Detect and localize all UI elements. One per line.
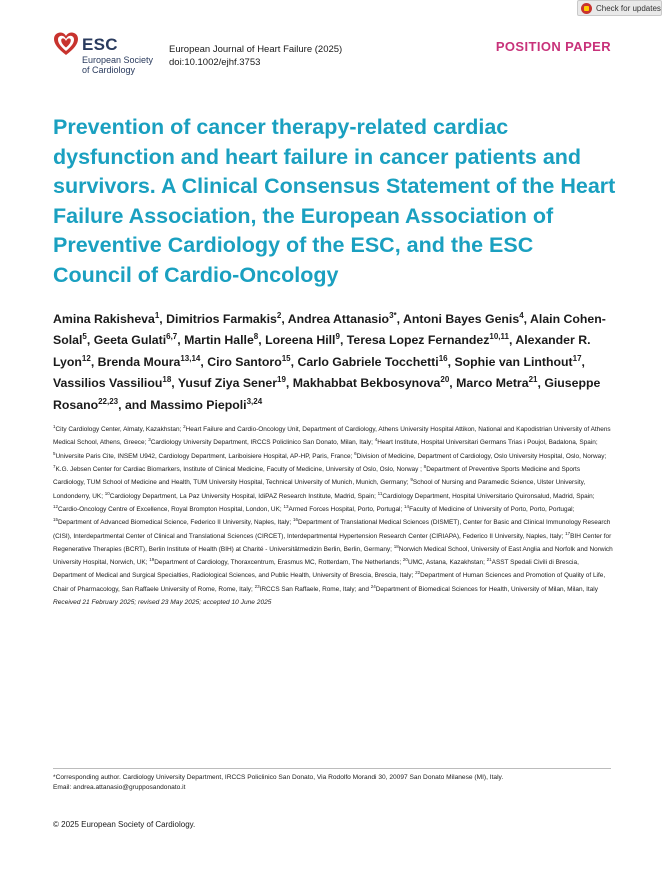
author-affiliation-sup: 10,11 [489,332,509,342]
author [150,398,262,412]
author [288,312,397,326]
affiliation [354,450,607,460]
author [166,312,281,326]
journal-info [169,43,342,69]
author-affiliation-sup: 16 [438,353,448,363]
author [178,376,286,390]
check-for-updates-label: Check for updates [596,3,661,13]
author-list: Amina Rakisheva$^1$, Dimitrios Farmakis$^2$, Andrea Attanasio$^{3*}$, Antoni Bayes Genis$^4$, Alain Cohen-Solal$^5$, Geeta Gulati$^{6,7}$, Martin Halle$^8$, Loreena Hill$^9$, Teresa Lopez Fernandez$^{10,11}$, Alexander R. Lyon$^{12}$, Brenda Moura$^{13,14}$, Ciro Santoro$^{15}$, Carlo Gabriele Tocchetti$^{16}$, Sophie van Linthout$^{17}$, Vassilios Vassiliou$^{18}$, Yusuf Ziya Sener$^{19}$, Makhabbat Bekbosynova$^{20}$, Marco Metra$^{21}$, Giuseppe Rosano$^{22,23}$, and Massimo Piepoli$^{3,24}$ [53,311,606,412]
author [207,355,290,369]
author [403,312,524,326]
footnote-divider [53,768,611,769]
received-dates: Received 21 February 2025; revised 23 May 2025; accepted 10 June 2025 [53,599,272,606]
author-affiliation-sup: 3* [389,311,397,320]
affiliation-text: UMC, Astana, Kazakhstan; [407,559,487,567]
affiliation-text: Norwich Medical School, University of East Anglia and Norfolk and Norwich University Hospital, Norwich, UK; [53,545,613,567]
check-for-updates-button[interactable] [577,0,662,16]
author-affiliation-sup: 15 [281,353,291,363]
author [347,333,509,347]
corresponding-email[interactable]: Email: andrea.attanasio@grupposandonato.it [53,784,186,791]
author-name: Alexander R. Lyon [53,333,591,369]
journal-doi[interactable]: doi:10.1002/ejhf.3753 [169,57,261,68]
author-affiliation-sup: 3,24 [246,396,263,406]
affiliation-text: Armed Forces Hospital, Porto, Portugal; [288,505,405,513]
affiliation-number: 18 [393,543,399,549]
affiliation [370,583,598,593]
affiliation-text: City Cardiology Center, Almaty, Kazakhstan; [55,426,184,434]
affiliation-text: Department of Biomedical Sciences for Health, University of Milan, Milan, Italy [375,585,598,593]
author-affiliation-sup: 6,7 [166,332,178,342]
author-affiliation-sup: 1 [154,311,160,320]
affiliation-number: 15 [53,517,59,523]
affiliation-number: 3 [148,437,151,443]
logo-subtitle [82,55,172,75]
affiliation [53,463,424,474]
author-affiliation-sup: 20 [440,375,450,385]
author-name: Makhabbat Bekbosynova [292,376,441,391]
author-name: Carlo Gabriele Tocchetti [297,354,439,369]
author-name: Vassilios Vassiliou [53,376,163,391]
author-affiliation-sup: 13,14 [180,353,201,363]
affiliation [402,556,487,567]
affiliation-number: 11 [377,490,383,496]
affiliation-text: Division of Medicine, Department of Cardiology, Oslo University Hospital, Oslo, Norway; [356,452,607,460]
affiliation-text: Heart Failure and Cardio-Oncology Unit, Department of Cardiology, Athens University Hospital Attikon, National and Kapodistrian University of Athens Medical School, Athens, Greece; [53,426,611,447]
affiliation-number: 16 [292,517,298,523]
author-affiliation-sup: 18 [162,375,172,385]
author [454,355,581,369]
affiliation-number: 22 [415,570,421,576]
article-title: Prevention of cancer therapy-related cardiac dysfunction and heart failure in cancer patients and survivors. A Clinical Consensus Statement of the Heart Failure Association, the European Association of Preventive Cardiology of the ESC, and the ESC Council of Cardio-Oncology [53,115,616,287]
author-name: Andrea Attanasio [287,312,390,327]
affiliation [53,426,183,433]
esc-logo [52,30,162,76]
affiliation-number: 7 [53,463,56,469]
author-affiliation-sup: 4 [519,311,524,320]
affiliation-number: 12 [53,503,59,509]
corresponding-author: *Corresponding author. Cardiology University Department, IRCCS Policlinico San Donato, Via Rodolfo Morandi 30, 20097 San Donato Milanese (MI), Italy. [53,774,504,781]
author-name: Giuseppe Rosano [53,376,601,412]
author-affiliation-sup: 17 [572,353,582,363]
author-name: Brenda Moura [97,354,181,369]
author-name: Sophie van Linthout [454,354,573,369]
author [53,376,171,390]
affiliation-number: 1 [53,424,56,429]
author-affiliation-sup: 22,23 [98,396,119,406]
affiliation-text: School of Nursing and Paramedic Science, Ulster University, Londonderry, UK; [53,479,586,500]
affiliation [53,519,293,526]
author-affiliation-sup: 12 [81,353,91,363]
affiliation-text: Department of Advanced Biomedical Science, Federico II University, Naples, Italy; [58,519,293,527]
affiliation [377,490,595,500]
affiliation [149,556,403,567]
logo-subtitle-line2: of Cardiology [82,65,136,75]
affiliation [53,450,355,460]
logo-subtitle-line1: European Society [82,55,154,65]
author-name: Amina Rakisheva [53,312,155,327]
author [265,333,340,347]
author [94,333,178,347]
author [297,355,447,369]
author-affiliation-sup: 8 [253,332,259,342]
copyright-notice: © 2025 European Society of Cardiology. [53,820,196,829]
affiliation-number: 17 [565,530,571,536]
affiliation-number: 13 [283,503,289,509]
affiliation-text: BIH Center for Regenerative Therapies (BCRT), Berlin Institute of Health (BIH) at Charité - Universitätmedizin Berlin, Berlin, Germany; [53,532,612,553]
affiliation-text: Cardio-Oncology Centre of Excellence, Royal Brompton Hospital, London, UK; [58,505,284,513]
correspondence-block [53,773,613,793]
author [456,376,537,390]
author-name: Ciro Santoro [207,354,282,369]
affiliation-number: 6 [354,450,357,456]
affiliation-number: 5 [53,450,56,456]
article-type: POSITION PAPER [495,39,611,54]
affiliation-text: Department of Human Sciences and Promotion of Quality of Life, Chair of Pharmacology, San Raffaele University of Rome, Rome, Italy; [53,572,606,593]
affiliation-text: Department of Translational Medical Sciences (DISMET), Center for Basic and Clinical Immunology Research (CISI), Interdepartmental Center of Clinical and Translational Sciences (CIRCET), Interdepartmental Hypertension Research Center (CIRIAPA), Federico II University, Naples, Italy; [53,519,611,540]
author [53,312,159,326]
author-affiliation-sup: 21 [528,375,538,385]
check-updates-icon [581,3,592,14]
author-name: Yusuf Ziya Sener [177,376,278,391]
affiliation [254,583,371,593]
affiliation-number: 10 [104,490,110,496]
author-name: Geeta Gulati [93,333,167,348]
affiliation-text: IRCCS San Raffaele, Rome, Italy; and [259,585,371,593]
affiliation [404,503,575,513]
author-name: Alain Cohen-Solal [53,312,606,348]
affiliation-text: Universite Paris Cite, INSEM U942, Cardiology Department, Lariboisiere Hospital, AP-HP, Paris, France; [55,452,355,460]
affiliation-text: Faculty of Medicine of University of Porto, Porto, Portugal; [409,505,575,513]
author [293,376,450,390]
esc-heart-icon [52,30,80,58]
author-name: Martin Halle [184,333,254,348]
affiliation-number: 9 [410,477,413,483]
author-name: Massimo Piepoli [150,397,247,412]
affiliation-number: 21 [486,556,492,562]
affiliation [375,439,598,446]
author [98,355,201,369]
author-affiliation-sup: 2 [276,311,282,320]
affiliation-text: K.G. Jebsen Center for Cardiac Biomarkers, Institute of Clinical Medicine, Faculty of Medicine, University of Oslo, Oslo, Norway ; [55,466,424,474]
affiliation [53,503,284,513]
affiliation-number: 20 [402,556,408,562]
affiliation [148,439,375,446]
affiliation-number: 24 [370,583,376,589]
author-affiliation-sup: 9 [335,332,340,342]
affiliation-text: Cardiology Department, Hospital Universitario Quironsalud, Madrid, Spain; [382,492,595,500]
author-name: Dimitrios Farmakis [166,312,277,327]
author-name: Teresa Lopez Fernandez [346,333,490,348]
affiliation-number: 4 [374,437,378,443]
author-name: Marco Metra [456,376,529,391]
author [184,333,258,347]
affiliation-text: Heart Institute, Hospital Universitari Germans Trias i Poujol, Badalona, Spain; [377,439,598,447]
affiliation-text: ASST Spedali Civili di Brescia, Department of Medical and Surgical Specialties, Radiological Sciences, and Public Health, University of Brescia, Brescia, Italy; [53,559,579,580]
author-affiliation-sup: 19 [277,375,286,385]
affiliation [283,503,405,513]
affiliation-number: 2 [183,424,186,429]
affiliation-number: 19 [149,556,155,562]
author-name: Antoni Bayes Genis [403,312,520,327]
affiliation-text: Department of Preventive Sports Medicine and Sports Cardiology, TUM School of Medicine and Health, TUM University Hospital, Technical University of Munich, Munich, Germany; [53,466,581,487]
affiliation [104,490,378,500]
author-name: Loreena Hill [265,333,336,348]
affiliation-list [53,422,613,595]
logo-name: ESC [82,35,118,54]
affiliation-number: 23 [254,583,260,589]
affiliation-number: 8 [423,463,427,469]
author-affiliation-sup: 5 [82,332,87,342]
affiliation-text: Department of Cardiology, Thoraxcentrum, Erasmus MC, Rotterdam, The Netherlands; [154,559,403,567]
affiliation-text: Cardiology Department, La Paz University Hospital, IdiPAZ Research Institute, Madrid, Spain; [109,492,378,500]
affiliation-number: 14 [404,503,410,509]
journal-name: European Journal of Heart Failure (2025) [169,44,343,55]
affiliation-text: Cardiology University Department, IRCCS Policlinico San Donato, Milan, Italy; [150,439,375,447]
